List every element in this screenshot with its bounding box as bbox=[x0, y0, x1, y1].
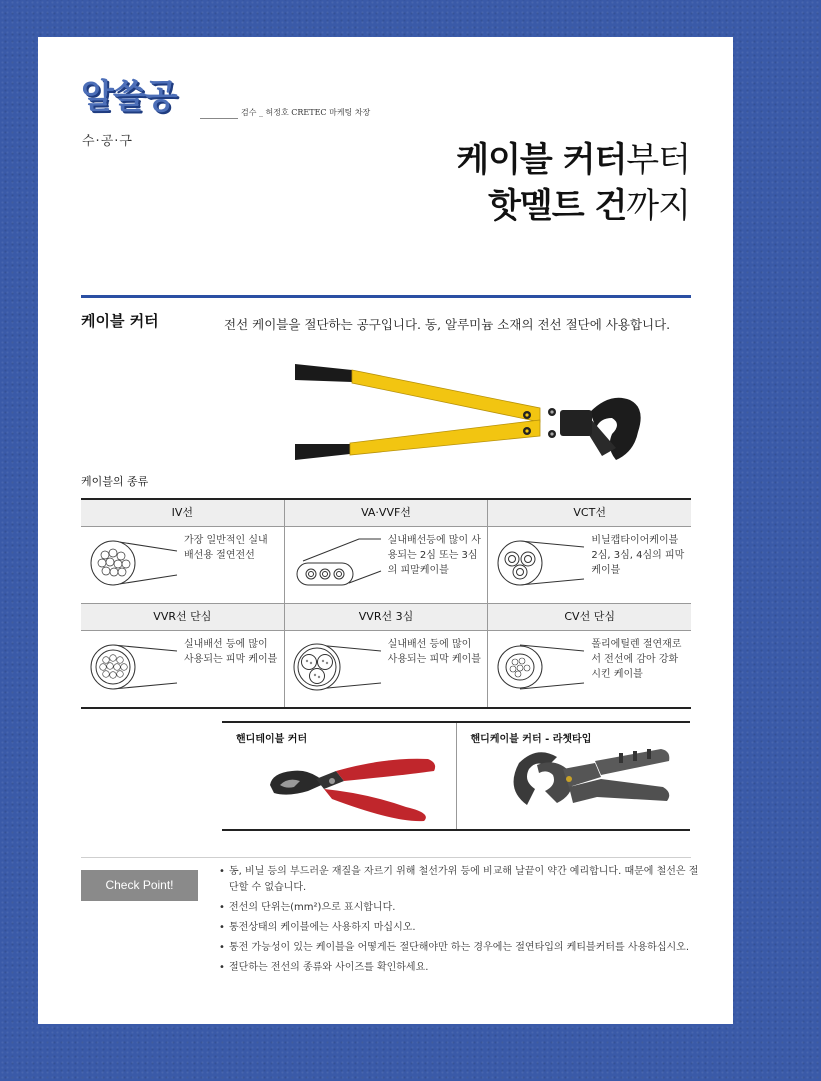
cell-description: 실내배선 등에 많이 사용되는 피막 케이블 bbox=[184, 639, 278, 665]
list-item: • 통전 가능성이 있는 케이블을 어떻게든 절단해야만 하는 경우에는 절연타입의 케티블커터를 사용하십시오. bbox=[219, 940, 699, 956]
product-handy-cutter bbox=[222, 723, 457, 829]
header-iv: IV선 bbox=[81, 500, 285, 526]
logo-subtitle: 수·공·구 bbox=[82, 134, 133, 149]
check-point-list bbox=[219, 864, 699, 980]
table-row bbox=[81, 527, 691, 604]
product-title: 핸디테이블 커터 bbox=[236, 734, 308, 745]
headline-line1-bold: 케이블 커터 bbox=[456, 140, 627, 180]
checkpoint-divider bbox=[81, 857, 691, 858]
header-va-vvf: VA·VVF선 bbox=[285, 500, 489, 526]
table-cell-vvr-single bbox=[81, 631, 285, 707]
section-divider bbox=[81, 295, 691, 298]
related-products bbox=[222, 721, 690, 831]
section-description: 전선 케이블을 절단하는 공구입니다. 동, 알루미늄 소재의 전선 절단에 사용합니다. bbox=[224, 317, 671, 332]
product-ratchet-cutter bbox=[457, 723, 691, 829]
cell-description: 비닐캡타이어케이블 2심, 3심, 4심의 피막케이블 bbox=[591, 535, 685, 576]
table-cell-vct bbox=[488, 527, 691, 603]
cable-cutter-image bbox=[290, 352, 650, 477]
table-header-row bbox=[81, 604, 691, 631]
headline-line1-light: 부터 bbox=[626, 140, 690, 180]
iv-wire-cross-section-icon bbox=[85, 535, 180, 590]
header-vvr-triple: VVR선 3심 bbox=[285, 604, 489, 630]
magazine-logo bbox=[81, 78, 177, 116]
vvr-single-cross-section-icon bbox=[85, 639, 180, 694]
list-item: • 동, 비닐 등의 부드러운 재질을 자르기 위해 철선가위 등에 비교해 날끝이 약간 예리합니다. 때문에 철선은 절단할 수 없습니다. bbox=[219, 864, 699, 896]
cell-description: 가장 일반적인 실내 배선용 절연전선 bbox=[184, 535, 268, 561]
list-item: • 통전상태의 케이블에는 사용하지 마십시오. bbox=[219, 920, 699, 936]
handy-cable-cutter-icon bbox=[266, 745, 441, 825]
table-cell-iv bbox=[81, 527, 285, 603]
section-title: 케이블 커터 bbox=[81, 312, 159, 330]
header-vct: VCT선 bbox=[573, 506, 606, 519]
headline-line2-bold: 핫멜트 건 bbox=[488, 186, 627, 226]
header-vvr-single: VVR선 단심 bbox=[81, 604, 285, 630]
check-point-label: Check Point! bbox=[81, 870, 198, 901]
vct-cable-cross-section-icon bbox=[492, 535, 587, 590]
flat-cable-cross-section-icon bbox=[289, 535, 384, 590]
byline: 검수 _ 허정호 CRETEC 마케팅 차장 bbox=[241, 108, 371, 117]
table-header-row bbox=[81, 500, 691, 527]
ratchet-cable-cutter-icon bbox=[497, 743, 677, 825]
list-item: • 절단하는 전선의 종류와 사이즈를 확인하세요. bbox=[219, 960, 699, 976]
vvr-triple-cross-section-icon bbox=[289, 639, 384, 694]
list-item: • 전선의 단위는(mm²)으로 표시합니다. bbox=[219, 900, 699, 916]
cell-description: 실내배선 등에 많이 사용되는 피막 케이블 bbox=[387, 639, 481, 665]
byline-divider bbox=[200, 118, 238, 119]
headline-line2-light: 까지 bbox=[626, 186, 690, 226]
cable-types-label: 케이블의 종류 bbox=[81, 475, 149, 488]
header-cv-single: CV선 단심 bbox=[564, 610, 615, 623]
page-headline bbox=[456, 137, 690, 229]
table-row bbox=[81, 631, 691, 707]
product-title: 핸디케이블 커터 - 라쳇타입 bbox=[470, 734, 592, 745]
table-cell-va-vvf bbox=[285, 527, 489, 603]
cable-types-table bbox=[81, 498, 691, 709]
article-page bbox=[38, 37, 733, 1024]
cell-description: 실내배선등에 많이 사용되는 2심 또는 3심의 피말케이블 bbox=[387, 535, 481, 576]
logo-text: 알쓸공 bbox=[81, 77, 177, 117]
table-cell-vvr-triple bbox=[285, 631, 489, 707]
cell-description: 폴리에틸렌 절연재로서 전선에 감아 강화시킨 케이블 bbox=[591, 639, 682, 680]
table-cell-cv-single bbox=[488, 631, 691, 707]
cv-single-cross-section-icon bbox=[492, 639, 587, 694]
